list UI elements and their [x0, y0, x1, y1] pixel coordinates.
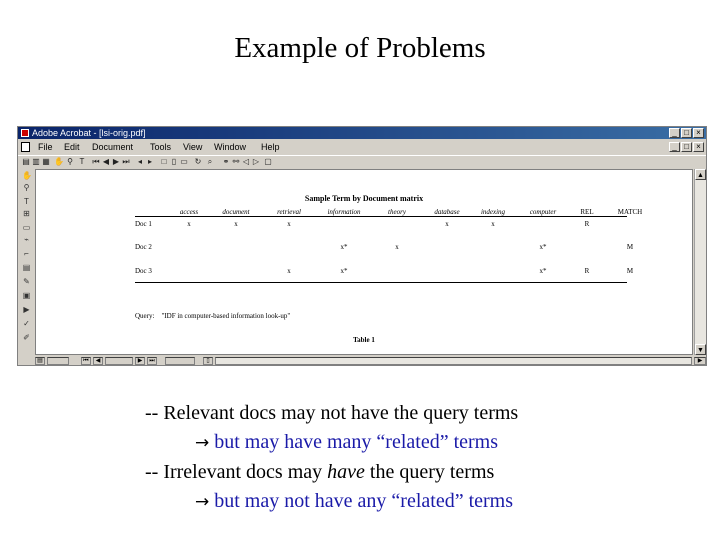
table-cell: x*	[539, 243, 547, 251]
movie-tool-icon[interactable]: ▶	[23, 305, 30, 314]
menu-help[interactable]: Help	[261, 142, 280, 152]
column-header-match: MATCH	[617, 208, 643, 216]
search-next-icon[interactable]: ▷	[252, 157, 260, 166]
column-header-rel: REL	[580, 208, 594, 216]
stamp-tool-icon[interactable]: ✓	[23, 319, 30, 328]
column-header-computer: computer	[529, 208, 557, 216]
bullet-3-prefix: -- Irrelevant docs may	[145, 461, 328, 483]
zoom-tool-icon[interactable]: ⚲	[23, 183, 30, 192]
status-bar	[35, 356, 706, 366]
next-page-icon[interactable]: ▶	[112, 157, 120, 166]
column-header-document: document	[222, 208, 250, 216]
document-heading: Sample Term by Document matrix	[304, 194, 424, 203]
arrow-right-icon: →	[195, 492, 210, 512]
first-page-icon[interactable]: ⏮	[92, 157, 100, 166]
table-cell: x	[287, 220, 291, 228]
column-header-access: access	[179, 208, 199, 216]
text-select-icon[interactable]: T	[24, 197, 29, 206]
previous-page-icon[interactable]: ◀	[102, 157, 110, 166]
select-text-icon[interactable]: T	[79, 157, 85, 166]
query-line	[135, 312, 290, 320]
scroll-down-icon[interactable]: ▼	[695, 344, 706, 355]
go-forward-icon[interactable]: ▸	[147, 157, 152, 166]
link-tool-icon[interactable]: ⌁	[24, 235, 29, 244]
last-page-button[interactable]: ⏭	[147, 357, 157, 365]
find-icon[interactable]: ⌕	[207, 157, 213, 166]
page-size-field	[165, 357, 195, 365]
window-titlebar[interactable]	[18, 127, 706, 139]
row-label: Doc 2	[135, 243, 152, 251]
fit-page-icon[interactable]: ▯	[171, 157, 177, 166]
table-cell: R	[584, 220, 590, 228]
menu-tools[interactable]: Tools	[150, 142, 172, 152]
highlight-tool-icon[interactable]: ✐	[23, 333, 30, 342]
table-bottom-rule	[135, 282, 627, 283]
zoom-icon[interactable]: ⚲	[67, 157, 73, 166]
table-cell: M	[626, 267, 634, 275]
menu-view[interactable]: View	[183, 142, 203, 152]
hand-tool-icon[interactable]: ✋	[54, 157, 64, 166]
bullet-2-text: but may have many “related” terms	[214, 431, 499, 453]
bullet-2	[145, 428, 518, 458]
touchup-tool-icon[interactable]: ✎	[23, 277, 30, 286]
doc-minimize-button[interactable]: _	[669, 142, 680, 152]
bullet-1	[145, 399, 518, 428]
page-layout-button[interactable]: ▯	[203, 357, 213, 365]
next-page-button[interactable]: ▶	[135, 357, 145, 365]
first-page-button[interactable]: ⏮	[81, 357, 91, 365]
left-tool-palette	[18, 169, 35, 359]
open-icon[interactable]: ▤	[22, 157, 30, 166]
minimize-button[interactable]: _	[669, 128, 680, 138]
table-cell: R	[584, 267, 590, 275]
horizontal-scrollbar[interactable]	[215, 357, 692, 365]
bullet-4	[145, 487, 518, 517]
column-header-retrieval: retrieval	[277, 208, 301, 216]
doc-close-button[interactable]: ×	[693, 142, 704, 152]
go-back-icon[interactable]: ◂	[137, 157, 142, 166]
page-number-field[interactable]	[105, 357, 133, 365]
table-cell: x*	[539, 267, 547, 275]
table-cell: x*	[340, 243, 348, 251]
menu-file[interactable]: File	[38, 142, 53, 152]
column-header-indexing: indexing	[480, 208, 506, 216]
maximize-button[interactable]: □	[681, 128, 692, 138]
article-tool-icon[interactable]: ▤	[22, 263, 31, 272]
document-icon[interactable]	[21, 142, 30, 152]
column-header-database: database	[434, 208, 460, 216]
search-icon[interactable]: ⚭	[222, 157, 230, 166]
menu-document[interactable]: Document	[92, 142, 134, 152]
bullet-3-emphasis: have	[327, 461, 365, 483]
crop-tool-icon[interactable]: ⌐	[24, 249, 29, 258]
table-top-rule	[135, 216, 627, 217]
rotate-icon[interactable]: ↻	[194, 157, 202, 166]
query-text: "IDF in computer-based information look-up"	[161, 312, 291, 320]
table-caption: Table 1	[353, 336, 375, 344]
query-label: Query:	[135, 312, 155, 320]
scroll-up-icon[interactable]: ▲	[695, 169, 706, 180]
form-tool-icon[interactable]: ▣	[22, 291, 31, 300]
column-select-icon[interactable]: ⊞	[23, 209, 30, 218]
actual-size-icon[interactable]: □	[161, 157, 167, 166]
table-cell: x	[187, 220, 191, 228]
table-cell: x	[491, 220, 495, 228]
window-title: Adobe Acrobat - [lsi-orig.pdf]	[32, 128, 146, 138]
row-label: Doc 1	[135, 220, 152, 228]
search-results-icon[interactable]: ⚯	[232, 157, 240, 166]
previous-page-button[interactable]: ◀	[93, 357, 103, 365]
page-view-icon[interactable]: ▤	[35, 357, 45, 365]
note-tool-icon[interactable]: ▭	[22, 223, 31, 232]
print-icon[interactable]: ▥	[32, 157, 40, 166]
table-cell: M	[626, 243, 634, 251]
bullet-1-text: -- Relevant docs may not have the query terms	[145, 402, 519, 424]
vertical-scrollbar[interactable]	[694, 169, 706, 355]
fit-width-icon[interactable]: ▭	[180, 157, 188, 166]
row-label: Doc 3	[135, 267, 152, 275]
menu-window[interactable]: Window	[214, 142, 247, 152]
zoom-field[interactable]	[47, 357, 69, 365]
table-cell: x	[287, 267, 291, 275]
pdf-document-view[interactable]	[35, 169, 693, 355]
scroll-right-icon[interactable]: ▶	[694, 357, 706, 365]
search-previous-icon[interactable]: ◁	[242, 157, 250, 166]
save-icon[interactable]: ▦	[42, 157, 50, 166]
slide-title: Example of Problems	[234, 32, 486, 64]
hand-tool-icon[interactable]: ✋	[22, 171, 32, 180]
acrobat-icon	[21, 129, 29, 137]
close-button[interactable]: ×	[693, 128, 704, 138]
bullet-4-text: but may not have any “related” terms	[214, 490, 514, 512]
toolbar	[18, 155, 706, 169]
bullet-3	[145, 458, 518, 487]
bullet-3-suffix: the query terms	[364, 461, 495, 483]
web-link-icon[interactable]: ▢	[264, 157, 272, 166]
bullet-text	[145, 399, 518, 517]
table-cell: x	[395, 243, 399, 251]
table-cell: x	[445, 220, 449, 228]
column-header-theory: theory	[388, 208, 406, 216]
last-page-icon[interactable]: ⏭	[122, 157, 130, 166]
arrow-right-icon: →	[195, 433, 210, 453]
table-cell: x*	[340, 267, 348, 275]
column-header-information: information	[327, 208, 361, 216]
doc-restore-button[interactable]: □	[681, 142, 692, 152]
acrobat-window	[17, 126, 707, 366]
table-cell: x	[234, 220, 238, 228]
menu-bar	[18, 140, 706, 154]
menu-edit[interactable]: Edit	[64, 142, 80, 152]
